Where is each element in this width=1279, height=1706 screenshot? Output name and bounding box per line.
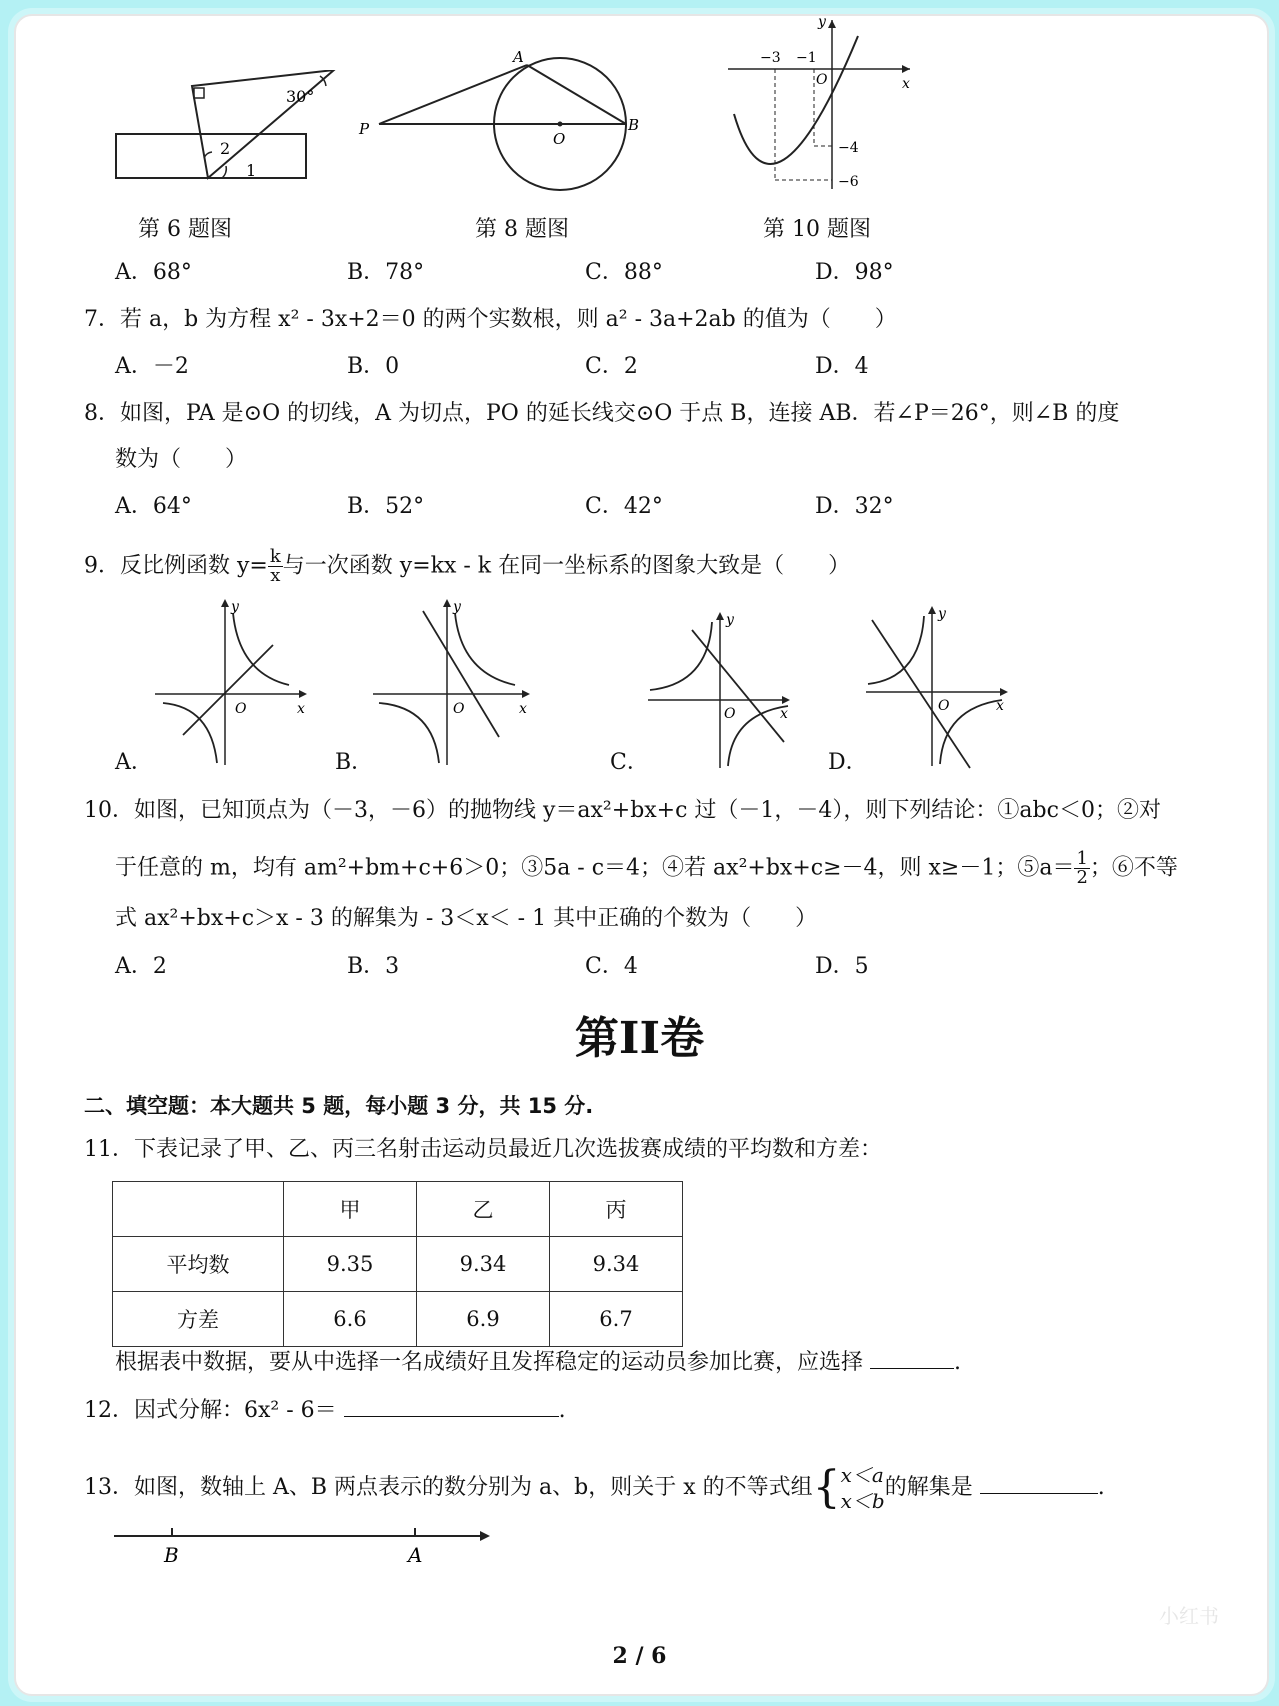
svg-text:x: x <box>780 706 788 722</box>
svg-text:O: O <box>235 701 247 717</box>
score-table <box>112 1181 683 1347</box>
svg-text:x: x <box>996 698 1004 714</box>
number-line <box>110 1522 500 1572</box>
point-o: O <box>553 130 566 148</box>
q10-option-b[interactable]: B．3 <box>347 954 400 979</box>
svg-text:x: x <box>519 701 527 717</box>
q9-option-b[interactable]: B． <box>335 750 374 775</box>
svg-text:y: y <box>453 599 461 615</box>
tick-minus1: −1 <box>796 50 817 66</box>
q9-prefix: 9．反比例函数 y= <box>84 553 268 579</box>
q10-line3: 式 ax²+bx+c＞x - 3 的解集为 - 3＜x＜ - 1 其中正确的个数为（ ） <box>115 906 818 931</box>
right-angle-mark <box>194 88 204 98</box>
svg-text:O: O <box>938 698 950 714</box>
svg-text:y: y <box>726 612 734 628</box>
figure-10 <box>720 14 920 194</box>
watermark: 小红书 <box>1159 1604 1219 1628</box>
q9-graph-b <box>373 597 538 767</box>
table-header-cell: 丙 <box>550 1182 683 1237</box>
part2-title: 第II卷 <box>574 1013 705 1064</box>
svg-text:x: x <box>297 701 305 717</box>
chord-ab <box>527 65 626 124</box>
half-fraction: $\frac{1}{2}$ <box>1076 848 1088 888</box>
q10-option-d[interactable]: D．5 <box>815 954 869 979</box>
q8-option-c[interactable]: C．42° <box>585 494 663 519</box>
figure-8 <box>355 50 655 200</box>
x-label: x <box>902 76 910 92</box>
table-header-cell <box>113 1182 284 1237</box>
q13-text: 13．如图，数轴上 A、B 两点表示的数分别为 a、b，则关于 x 的不等式组 <box>84 1475 813 1500</box>
q10-line2-a: 于任意的 m，均有 am²+bm+c+6＞0；③5a - c＝4；④若 ax²+bx+c≥－4，则 x≥－1；⑤a＝ <box>115 855 1075 881</box>
table-header-cell: 乙 <box>417 1182 550 1237</box>
q13: 13．如图，数轴上 A、B 两点表示的数分别为 a、b，则关于 x 的不等式组{ x＜a x＜b 的解集是 . <box>84 1462 1105 1513</box>
q11-answer-blank[interactable] <box>870 1346 954 1369</box>
q12: 12．因式分解：6x² - 6＝ . <box>84 1394 566 1426</box>
q7-option-a[interactable]: A．－2 <box>115 354 189 379</box>
table-row <box>113 1292 683 1347</box>
q12-text: 12．因式分解：6x² - 6＝ <box>84 1398 337 1423</box>
figure-6 <box>110 70 360 200</box>
table-cell: 6.9 <box>417 1292 550 1347</box>
q10-line2 <box>115 850 1178 887</box>
q10-line2-b: ；⑥不等 <box>1089 855 1178 881</box>
q8-line2: 数为（ ） <box>115 447 248 472</box>
svg-text:O: O <box>453 701 465 717</box>
q13-answer-blank[interactable] <box>980 1471 1098 1494</box>
table-header-row <box>113 1182 683 1237</box>
q6-option-d[interactable]: D．98° <box>815 260 894 285</box>
tangent-pa <box>379 65 527 124</box>
q6-option-a[interactable]: A．68° <box>115 260 192 285</box>
section2-title: 二、填空题：本大题共 5 题，每小题 3 分，共 15 分. <box>84 1094 594 1118</box>
q8-line1: 8．如图，PA 是⊙O 的切线，A 为切点，PO 的延长线交⊙O 于点 B，连接 AB．若∠P＝26°，则∠B 的度 <box>84 401 1120 426</box>
q7-option-b[interactable]: B．0 <box>347 354 400 379</box>
q8-option-a[interactable]: A．64° <box>115 494 192 519</box>
q9-graph-c <box>648 610 798 770</box>
table-cell: 6.7 <box>550 1292 683 1347</box>
point-a: A <box>513 50 524 66</box>
q7-option-c[interactable]: C．2 <box>585 354 638 379</box>
q12-answer-blank[interactable] <box>344 1394 559 1417</box>
table-cell: 6.6 <box>284 1292 417 1347</box>
q10-option-c[interactable]: C．4 <box>585 954 638 979</box>
q11-after-text: 根据表中数据，要从中选择一名成绩好且发挥稳定的运动员参加比赛，应选择 <box>115 1350 864 1375</box>
inequality-system: { x＜a x＜b <box>812 1462 885 1513</box>
angle-2-label: 2 <box>220 139 231 158</box>
q11-after: 根据表中数据，要从中选择一名成绩好且发挥稳定的运动员参加比赛，应选择 . <box>115 1346 961 1378</box>
table-header-cell: 甲 <box>284 1182 417 1237</box>
table-cell: 方差 <box>113 1292 284 1347</box>
point-b: B <box>628 116 640 134</box>
q11-text: 11．下表记录了甲、乙、丙三名射击运动员最近几次选拔赛成绩的平均数和方差： <box>84 1137 882 1162</box>
tick-minus6: −6 <box>838 174 859 190</box>
q10-option-a[interactable]: A．2 <box>115 954 167 979</box>
table-cell: 9.35 <box>284 1237 417 1292</box>
q10-line1: 10．如图，已知顶点为（－3，－6）的抛物线 y＝ax²+bx+c 过（－1，－4），则下列结论：①abc＜0；②对 <box>84 798 1161 823</box>
svg-text:y: y <box>231 599 239 615</box>
point-a-label: A <box>408 1543 423 1567</box>
fig10-caption: 第 10 题图 <box>763 217 871 242</box>
q8-option-d[interactable]: D．32° <box>815 494 894 519</box>
angle-30-label: 30° <box>286 87 315 106</box>
q7-option-d[interactable]: D．4 <box>815 354 869 379</box>
svg-text:y: y <box>938 606 946 622</box>
q8-option-b[interactable]: B．52° <box>347 494 425 519</box>
q9-option-a[interactable]: A． <box>115 750 153 775</box>
q9-graph-a <box>155 597 315 767</box>
table-cell: 9.34 <box>550 1237 683 1292</box>
q9-option-c[interactable]: C． <box>610 750 649 775</box>
fig8-caption: 第 8 题图 <box>475 217 569 242</box>
q9-graph-d <box>866 604 1016 769</box>
q7-text: 7．若 a，b 为方程 x² - 3x+2＝0 的两个实数根，则 a² - 3a+2ab 的值为（ ） <box>84 307 897 332</box>
ruler-rect <box>116 134 306 178</box>
point-b-label: B <box>164 1543 179 1567</box>
tick-minus4: −4 <box>838 140 859 156</box>
q13-after: 的解集是 <box>884 1475 973 1500</box>
svg-text:O: O <box>724 706 736 722</box>
k-over-x: $\frac{k}{x}$ <box>269 546 281 586</box>
q9-option-d[interactable]: D． <box>828 750 868 775</box>
page-number: 2 / 6 <box>612 1643 667 1669</box>
table-cell: 9.34 <box>417 1237 550 1292</box>
y-label: y <box>818 14 826 30</box>
table-cell: 平均数 <box>113 1237 284 1292</box>
q6-option-c[interactable]: C．88° <box>585 260 663 285</box>
q9-text <box>84 548 850 585</box>
origin-label: O <box>816 72 828 88</box>
q6-option-b[interactable]: B．78° <box>347 260 425 285</box>
fig6-caption: 第 6 题图 <box>138 217 232 242</box>
table-row <box>113 1237 683 1292</box>
q9-suffix: 与一次函数 y=kx - k 在同一坐标系的图象大致是（ ） <box>282 553 851 579</box>
point-p: P <box>359 120 370 138</box>
angle-1-label: 1 <box>246 161 257 180</box>
tick-minus3: −3 <box>760 50 781 66</box>
